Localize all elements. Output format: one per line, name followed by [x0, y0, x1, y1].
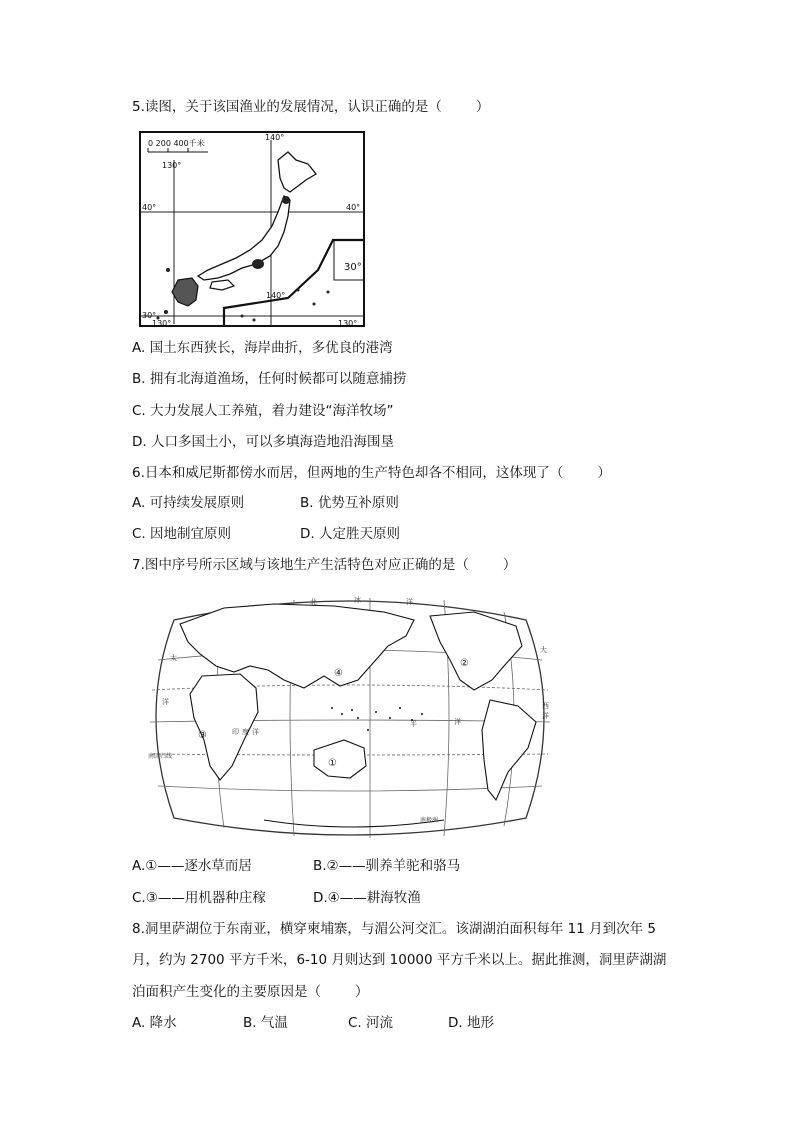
q8-option-d[interactable]: D. 地形	[448, 1015, 494, 1031]
q5-option-d[interactable]: D. 人口多国土小，可以多填海造地沿海围垦	[132, 434, 394, 450]
q8-option-c[interactable]: C. 河流	[348, 1015, 394, 1031]
q7-option-a[interactable]: A.①——逐水草而居	[132, 858, 252, 874]
svg-text:度: 度	[242, 728, 249, 736]
q6-option-b[interactable]: B. 优势互补原则	[300, 495, 399, 511]
q8-stem-line1: 8.洞里萨湖位于东南亚，横穿柬埔寨，与湄公河交汇。该湖湖泊面积每年 11 月到次年 5	[132, 921, 657, 937]
svg-text:130°: 130°	[152, 319, 172, 328]
svg-text:大: 大	[540, 646, 547, 654]
svg-text:西: 西	[542, 702, 549, 710]
svg-text:30°: 30°	[142, 311, 157, 320]
svg-text:40°: 40°	[142, 203, 157, 212]
q8-option-a[interactable]: A. 降水	[132, 1015, 177, 1031]
svg-text:洋: 洋	[454, 718, 461, 726]
q5-option-c[interactable]: C. 大力发展人工养殖，着力建设“海洋牧场”	[132, 403, 394, 419]
svg-text:冰: 冰	[354, 596, 361, 604]
q6-stem: 6.日本和威尼斯都傍水而居，但两地的生产特色却各不相同，这体现了（ ）	[132, 465, 611, 481]
q8-stem-line2: 月，约为 2700 平方千米，6-10 月则达到 10000 平方千米以上。据此推测，洞里萨湖湖	[132, 952, 667, 968]
svg-text:140°: 140°	[266, 291, 286, 300]
q7-option-b[interactable]: B.②——驯养羊驼和骆马	[313, 858, 461, 874]
japan-map	[138, 130, 366, 328]
svg-text:南极洲: 南极洲	[420, 817, 439, 824]
world-map	[144, 590, 556, 840]
q7-option-d[interactable]: D.④——耕海牧渔	[313, 890, 421, 906]
marker-1: ①	[328, 758, 337, 769]
marker-3: ③	[198, 730, 207, 741]
q5-stem: 5.读图，关于该国渔业的发展情况，认识正确的是（ ）	[132, 99, 490, 115]
q8-stem-line3: 泊面积产生变化的主要原因是（ ）	[132, 984, 369, 1000]
svg-text:140°: 140°	[265, 133, 285, 142]
q7-option-c[interactable]: C.③——用机器种庄稼	[132, 890, 266, 906]
svg-text:洋: 洋	[406, 598, 413, 606]
svg-text:洋: 洋	[162, 698, 169, 706]
svg-text:130°: 130°	[162, 161, 182, 170]
q8-option-b[interactable]: B. 气温	[243, 1015, 288, 1031]
q7-stem: 7.图中序号所示区域与该地生产生活特色对应正确的是（ ）	[132, 557, 517, 573]
svg-text:平: 平	[410, 720, 417, 728]
svg-text:北: 北	[310, 598, 317, 606]
q6-option-a[interactable]: A. 可持续发展原则	[132, 495, 245, 511]
svg-text:太: 太	[170, 654, 177, 662]
q5-option-a[interactable]: A. 国土东西狭长，海岸曲折，多优良的港湾	[132, 340, 393, 356]
svg-text:印: 印	[232, 728, 239, 736]
svg-text:40°: 40°	[346, 203, 361, 212]
q5-option-b[interactable]: B. 拥有北海道渔场，任何时候都可以随意捕捞	[132, 371, 407, 387]
svg-text:洋: 洋	[252, 728, 259, 736]
q6-option-d[interactable]: D. 人定胜天原则	[300, 526, 400, 542]
svg-text:130°: 130°	[338, 319, 358, 328]
svg-text:洋: 洋	[542, 712, 549, 720]
marker-2: ②	[460, 658, 469, 669]
svg-text:南回归线: 南回归线	[148, 753, 173, 760]
q6-option-c[interactable]: C. 因地制宜原则	[132, 526, 232, 542]
marker-4: ④	[334, 668, 343, 679]
svg-text:30°: 30°	[344, 262, 362, 273]
map-scale-label: 0 200 400千米	[148, 139, 205, 148]
